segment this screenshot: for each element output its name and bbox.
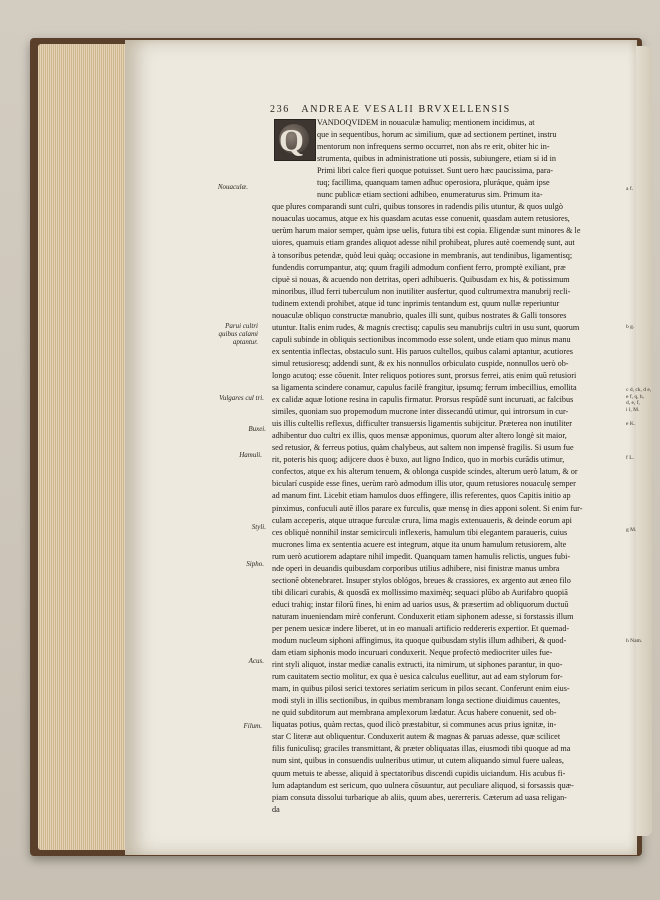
page-curl	[636, 46, 652, 836]
text-line: tuq; facillima, quanquam tamen adhuc operosiora, pluráque, quàm ipse	[317, 178, 550, 188]
text-line: filis funiculisq; graciles transmittant, & præter obliquatas illas, eiusmodi tibi quoque ad ma	[272, 744, 571, 754]
text-line: sa ligamenta scindere conamur, capulus facilè frangitur, ipsumq; ferrum imbecillius, emollita	[272, 383, 577, 393]
margin-note-left: Parui cultri quibus calami aptantur.	[218, 322, 258, 346]
margin-note-right: c d, ck, d e, e f, q, h, d, e, f, i l, M.	[626, 387, 652, 413]
text-line: à tonsoribus petendæ, quòd leui quàq; occasione in membranis, aut tendinibus, ligamentisq;	[272, 250, 573, 260]
text-line: mentorum non infrequens sermo occurret, non abs re erit, obiter hic in-	[317, 142, 550, 152]
margin-note-left: Acus.	[248, 657, 264, 665]
margin-note-right: e K.	[626, 421, 636, 427]
page-number: 236	[270, 104, 290, 115]
text-line: ex calidæ aquæ lotione resina in capulis firmatur. Prorsus respūdē sunt incuruati, ac falcibus	[272, 395, 574, 405]
text-line: ces obliquè nonnihil instar semicirculi inflexeris, hamulum tibi elegantem paraueris, cuius	[272, 527, 568, 537]
body-text	[272, 117, 628, 816]
margin-note-left: Buxei.	[248, 425, 266, 433]
margin-note-left: Nouaculæ.	[217, 183, 248, 191]
text-line: que plures comparandi sunt culri, quibus tonsores in radendis pilis utuntur, & quos uulgò	[272, 202, 563, 212]
margin-note-left: Sipho.	[246, 560, 264, 568]
initial-letter: Q	[279, 122, 304, 158]
text-line: mam, in quibus pilosi serici textores seriatim sericum in pilos secant. Conferunt enim eius-	[272, 684, 570, 694]
text-line: dam etiam siphonis modo incuruari conduxerit. Neque profectò mediocriter uiles fue-	[272, 648, 553, 658]
text-line: minoribus, illud ferri tuberculum non inutiliter ausfertur, quod cultrumextra manubrij recli-	[272, 286, 571, 296]
text-line: ad manum fint. Licebit etiam hamulos duos effingere, illis referentes, quos Capitis initio ap	[272, 491, 571, 501]
margin-note-left: Vulgares cul tri.	[219, 394, 264, 402]
text-line: mucrones lima ex sententia acuere est integrum, atque ita unum hamulum retusiorem, alte	[272, 539, 567, 549]
text-line: lum adaptandum est sericum, quo uulnera cōsuuntur, aut peculiare aliquod, si forsassis quæ-	[272, 780, 574, 790]
text-line: sectionē obtenebraret. Insuper stylos oblógos, breues & crassiores, ex argento aut æneo filo	[272, 575, 571, 585]
text-line: num sint, quibus in consuendis uulneribus utimur, ut cutem aliquando simul fuere ualeas,	[272, 756, 564, 766]
text-line: culam acceperis, atque utraque furculæ crura, lima magis extenuaueris, & deinde eorum api	[272, 515, 572, 525]
text-line: utuntur. Italis enim rudes, & magnis crectisq; capulis seu manubrijs cultri in usu sunt, quorum	[272, 322, 580, 332]
margin-note-right: h Nam.	[626, 638, 643, 644]
text-line: uis illis cultellis reflexus, difficulter transuersis ligamentis subijcitur. Præterea non inutiliter	[272, 419, 573, 429]
text-line: naturam inueniendam mirè conferunt. Conduxerit etiam siphonem adesse, si forstassis illum	[272, 611, 574, 621]
text-line: piam consuta dissolui turbarique ab aliis, quum abes, uererreris. Cæterum ad uasa religan-	[272, 792, 567, 802]
margin-note-left: Hamuli.	[239, 451, 262, 459]
page-edges	[38, 44, 133, 850]
text-line: modi styli in illis sectionibus, in quibus membranam longa sectione diuidimus cauentes,	[272, 696, 561, 706]
text-line: uiores, quamuis etiam grandes aliquot adesse nihil prohibeat, plures autè coemendę sunt, aut	[272, 238, 575, 248]
text-line: rum cauitatem sectio molitur, ex qua è uesica calculus euellitur, aut ad eam stylorum for-	[272, 672, 563, 682]
running-title: ANDREAE VESALII BRVXELLENSIS	[301, 104, 511, 115]
text-line: da	[272, 804, 280, 814]
margin-note-right: b g.	[626, 324, 635, 330]
running-header	[270, 104, 620, 115]
text-line: nouaculæ obliquo constructæ manubrio, quales illi sunt, quibus nostrates & Galli tonsores	[272, 310, 567, 320]
text-line: capuli subinde in obliquis sectionibus incommodo esse solent, unde etiam quo minus manu	[272, 334, 571, 344]
text-line: adhibentur duo cultri ex illis, quos mensæ apponimus, quorum alter altero longè sit maior,	[272, 431, 567, 441]
text-line: strumenta, quibus in administratione uti possis, subiungere, etiam si id in	[317, 154, 557, 164]
margin-note-left: Styli.	[251, 523, 266, 531]
text-line: ne quid subditorum aut membrana amplexorum lædatur. Acus habere conuenit, sed ob-	[272, 708, 557, 718]
text-line: star C literæ aut obliquentur. Conduxerit autem & magnas & paruas adesse, quæ scilicet	[272, 732, 561, 742]
text-line: VANDOQVIDEM in nouaculæ hamuliq; mentionem incidimus, at	[317, 118, 535, 127]
text-line: nunc publicæ etiam sectioni adhibeo, enumeraturus sim. Primum ita-	[317, 190, 543, 200]
text-line: rum uerò acutiorem adaptare nihil impedit. Quanquam tamen hamulis relictis, ungues fubi-	[272, 551, 571, 561]
margin-note-right: g M.	[626, 527, 637, 533]
text-line: similes, quoniam suo propemodum mucrone inter dissecandū utimur, qui introrsum in cur-	[272, 407, 569, 417]
text-line: Primi libri calce fieri quoque potuisset. Sunt uero hæc paucissima, para-	[317, 166, 554, 176]
text-line: que in sequentibus, horum ac similium, quæ ad sectionem pertinet, instru	[317, 130, 557, 140]
text-line: quum metuis te abesse, aliquid à spectatoribus discendi cupidis uiciandum. His acubus fi-	[272, 768, 566, 778]
text-line: pinximus, confuculi autē illos parare ex furculis, quæ mensę in dies apponi solent. Si enim fur-	[272, 503, 583, 513]
text-line: rint styli aliquot, instar mediæ canalis extructi, ita nimirum, ut siphones parantur, in quo-	[272, 660, 563, 670]
margin-note-right: a f.	[626, 186, 634, 192]
text-line: cipuè si nouas, & acuendo non detritas, operi adhibueris. Quibusdam ex his, & potissimum	[272, 274, 570, 284]
text-line: tudinem extendi prohibet, atque id tunc inprimis tentandum est, quum nullæ reperiuntur	[272, 298, 560, 308]
margin-note-right: f L.	[626, 455, 634, 461]
text-line: simul retusioresq; addendi sunt, & ex his nonnullos orbiculato cuspide, nonnullos uerò ob-	[272, 358, 569, 368]
text-line: rit, poteris his quoq; adijcere duos è buxo, aut ligno Indico, quo in morbis curādis utimur,	[272, 455, 565, 465]
text-line: ex sententia inflectas, obstaculo sunt. His paruos cultellos, quibus calami aptantur, acutiores	[272, 346, 573, 356]
margin-note-left: Filum.	[243, 722, 262, 730]
text-line: confectos, atque ex his alterum tenuem, & oblonga cuspide scindes, alterum uerò latum, & or	[272, 467, 578, 477]
text-line: fundendis corrumpantur, atq; quum fragili admodum confient ferro, promptè exiliant, præ	[272, 262, 566, 272]
text-line: modum nucleum siphoni affingimus, ita quoque quibusdam stylis illum adhiberi, & quod-	[272, 636, 567, 646]
text-line: bicularí cuspide esse fines, uerùm rarò admodum illis utor, quum retusiores nouaculę semper	[272, 479, 576, 489]
text-line: nde operi in deuandis quibusdam corporibus utilius adhibere, nisi finistræ manus umbra	[272, 563, 560, 573]
text-line: per penem uesicæ indere liberet, ut in eo manuali artificio reddereris expertior. Et quemad-	[272, 623, 570, 633]
text-line: liquatas potius, quàm rectas, quod ilicò præstabitur, si communes acus prius ignitæ, in-	[272, 720, 557, 730]
text-line: uerùm harum maior semper, quàm ipse uelis, futura tibi est copia. Eligendæ sunt minores & le	[272, 226, 581, 236]
text-line: nouaculas uocamus, atque ex his quasdam acutas esse conuenit, quasdam autem retusiores,	[272, 214, 570, 224]
text-line: tibi dilicari curabis, & quosdā ex mollissimo maximèq; sequaci plūbo ab Aurifabro quopiā	[272, 587, 568, 597]
text-line: longo acutoq; esse cōuenit. Inter reliquos potiores sunt, prorsus ferrei, atis enim quū retusiori	[272, 370, 577, 380]
text-line: educi trahiq; instar filorū fines, hi enim ad uarios usus, & præsertim ad obliquorum ductuū	[272, 599, 569, 609]
text-line: sed retusior, & ferreus potius, quàm chalybeus, aut saltem non impensè fragilis. Si usum fue	[272, 443, 574, 453]
